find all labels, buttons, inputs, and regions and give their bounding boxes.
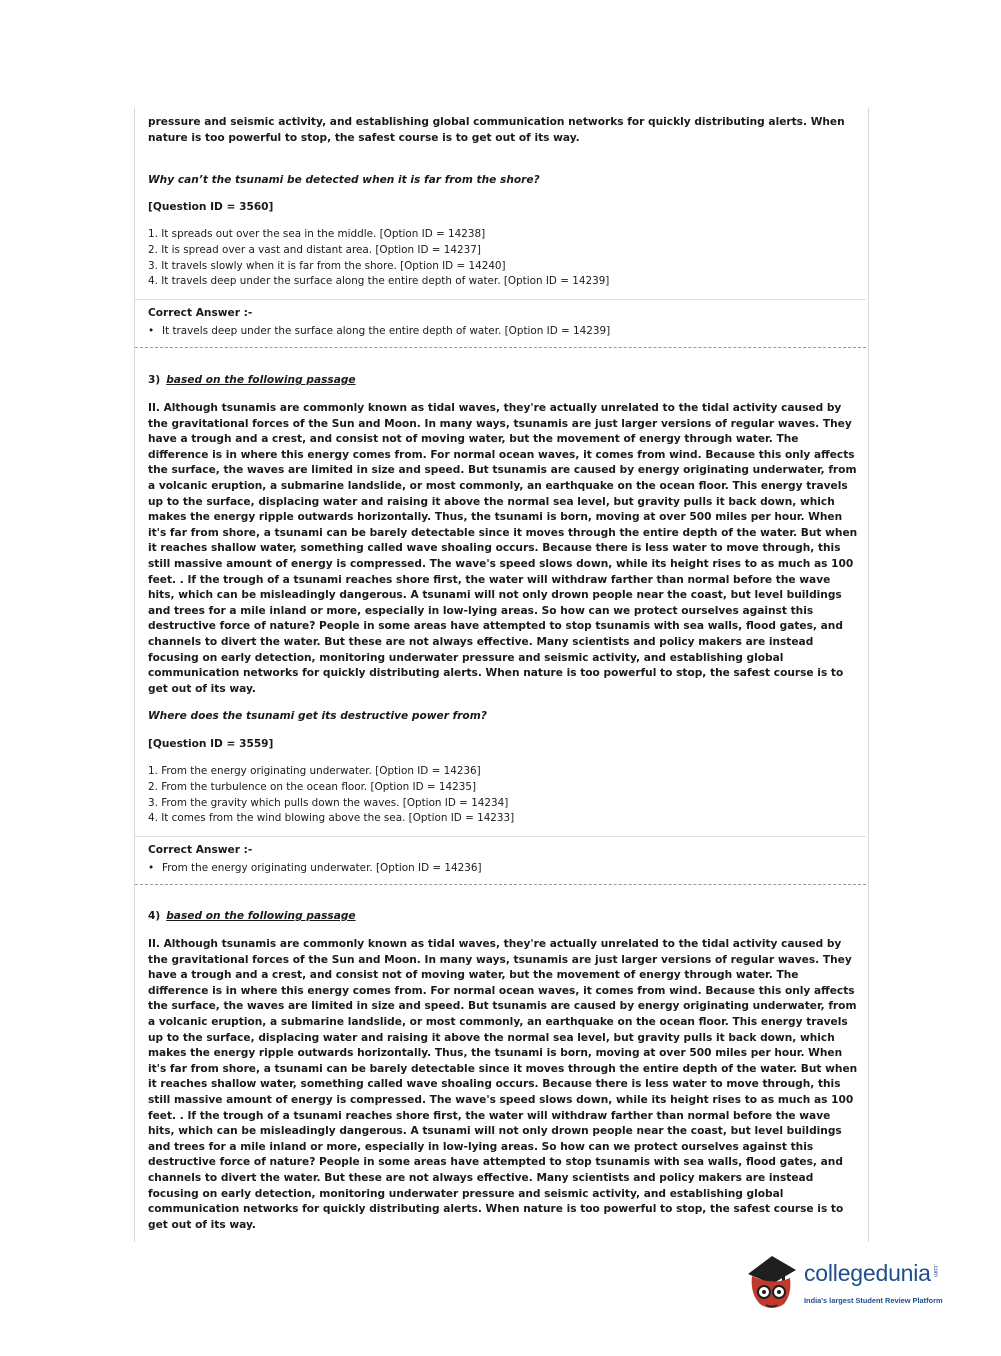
- option-item: 4. It travels deep under the surface along the entire depth of water. [Option ID = 14239]: [148, 275, 610, 288]
- correct-answer-text: It travels deep under the surface along the entire depth of water. [Option ID = 14239]: [162, 325, 611, 337]
- question-separator: [135, 347, 866, 348]
- option-item: 2. It is spread over a vast and distant area. [Option ID = 14237]: [148, 243, 481, 256]
- bullet-icon: •: [148, 325, 155, 337]
- question-separator: [135, 884, 866, 885]
- correct-answer-label: Correct Answer :-: [148, 307, 253, 319]
- passage-text: II. Although tsunamis are commonly known as tidal waves, they're actually unrelated to the tidal activity caused by the gravitational forces of the Sun and Moon. In many ways, tsunamis are just larger versions of regular waves. They have a trough and a crest, and consist not of moving water, but the movement of energy through water. The difference is in where this energy comes from. For normal ocean waves, it comes from wind. Because this only affects the surface, the waves are limited in size and speed. But tsunamis are caused by energy originating underwater, from a volcanic eruption, a submarine landslide, or most commonly, an earthquake on the ocean floor. This energy travels up to the surface, displacing water and raising it above the normal sea level, but gravity pulls it back down, which makes the energy ripple outwards horizontally. Thus, the tsunami is born, moving at over 500 miles per hour. When it's far from shore, a tsunami can be barely detectable since it moves through the entire depth of the water. But when it reaches shallow water, something called wave shoaling occurs. Because there is less water to move through, this still massive amount of energy is compressed. The wave's speed slows down, while its height rises to as much as 100 feet. . If the trough of a tsunami reaches shore first, the water will withdraw farther than normal before the wave hits, which can be misleadingly dangerous. A tsunami will not only drown people near the coast, but level buildings and trees for a mile inland or more, especially in low-lying areas. So how can we protect ourselves against this destructive force of nature? People in some areas have attempted to stop tsunamis with sea walls, flood gates, and channels to divert the water. But these are not always effective. Many scientists and policy makers are instead focusing on early detection, monitoring underwater pressure and seismic activity, and establishing global communication networks for quickly distributing alerts. When nature is too powerful to stop, the safest course is to get out of its way.: [148, 938, 858, 1231]
- option-item: 3. It travels slowly when it is far from the shore. [Option ID = 14240]: [148, 259, 506, 272]
- logo-tagline: India's largest Student Review Platform: [804, 1296, 943, 1305]
- question-id: [Question ID = 3559]: [148, 738, 274, 750]
- correct-answer: [148, 862, 482, 874]
- correct-answer-label: Correct Answer :-: [148, 844, 253, 856]
- collegedunia-logo: [742, 1250, 972, 1316]
- passage-text: II. Although tsunamis are commonly known as tidal waves, they're actually unrelated to the tidal activity caused by the gravitational forces of the Sun and Moon. In many ways, tsunamis are just larger versions of regular waves. They have a trough and a crest, and consist not of moving water, but the movement of energy through water. The difference is in where this energy comes from. For normal ocean waves, it comes from wind. Because this only affects the surface, the waves are limited in size and speed. But tsunamis are caused by energy originating underwater, from a volcanic eruption, a submarine landslide, or most commonly, an earthquake on the ocean floor. This energy travels up to the surface, displacing water and raising it above the normal sea level, but gravity pulls it back down, which makes the energy ripple outwards horizontally. Thus, the tsunami is born, moving at over 500 miles per hour. When it's far from shore, a tsunami can be barely detectable since it moves through the entire depth of the water. But when it reaches shallow water, something called wave shoaling occurs. Because there is less water to move through, this still massive amount of energy is compressed. The wave's speed slows down, while its height rises to as much as 100 feet. . If the trough of a tsunami reaches shore first, the water will withdraw farther than normal before the wave hits, which can be misleadingly dangerous. A tsunami will not only drown people near the coast, but level buildings and trees for a mile inland or more, especially in low-lying areas. So how can we protect ourselves against this destructive force of nature? People in some areas have attempted to stop tsunamis with sea walls, flood gates, and channels to divert the water. But these are not always effective. Many scientists and policy makers are instead focusing on early detection, monitoring underwater pressure and seismic activity, and establishing global communication networks for quickly distributing alerts. When nature is too powerful to stop, the safest course is to get out of its way.: [148, 402, 858, 695]
- correct-answer: [148, 325, 610, 337]
- question-number: 4): [148, 910, 161, 922]
- divider: [135, 836, 866, 837]
- correct-answer-text: From the energy originating underwater. [Option ID = 14236]: [162, 862, 482, 874]
- option-item: 4. It comes from the wind blowing above the sea. [Option ID = 14233]: [148, 812, 515, 825]
- mascot-icon: [742, 1250, 802, 1316]
- question-text: Where does the tsunami get its destructive power from?: [148, 710, 487, 722]
- question-id: [Question ID = 3560]: [148, 201, 274, 213]
- logo-com: .com: [932, 1264, 938, 1278]
- passage-reference: based on the following passage: [166, 910, 356, 922]
- option-item: 3. From the gravity which pulls down the waves. [Option ID = 14234]: [148, 796, 509, 809]
- question-number: 3): [148, 374, 161, 386]
- option-list: [148, 227, 609, 290]
- question-header: [148, 910, 356, 922]
- divider: [135, 299, 866, 300]
- passage-fragment: pressure and seismic activity, and establishing global communication networks for quickly distributing alerts. When nature is too powerful to stop, the safest course is to get out of its way.: [148, 116, 845, 144]
- passage-reference: based on the following passage: [166, 374, 356, 386]
- option-item: 1. From the energy originating underwater. [Option ID = 14236]: [148, 765, 481, 777]
- question-header: [148, 374, 356, 386]
- question-text: Why can’t the tsunami be detected when it is far from the shore?: [148, 174, 540, 186]
- logo-wordmark: collegedunia: [804, 1260, 931, 1286]
- option-list: [148, 764, 514, 827]
- option-item: 2. From the turbulence on the ocean floor. [Option ID = 14235]: [148, 780, 477, 793]
- bullet-icon: •: [148, 862, 155, 874]
- option-item: 1. It spreads out over the sea in the middle. [Option ID = 14238]: [148, 228, 486, 240]
